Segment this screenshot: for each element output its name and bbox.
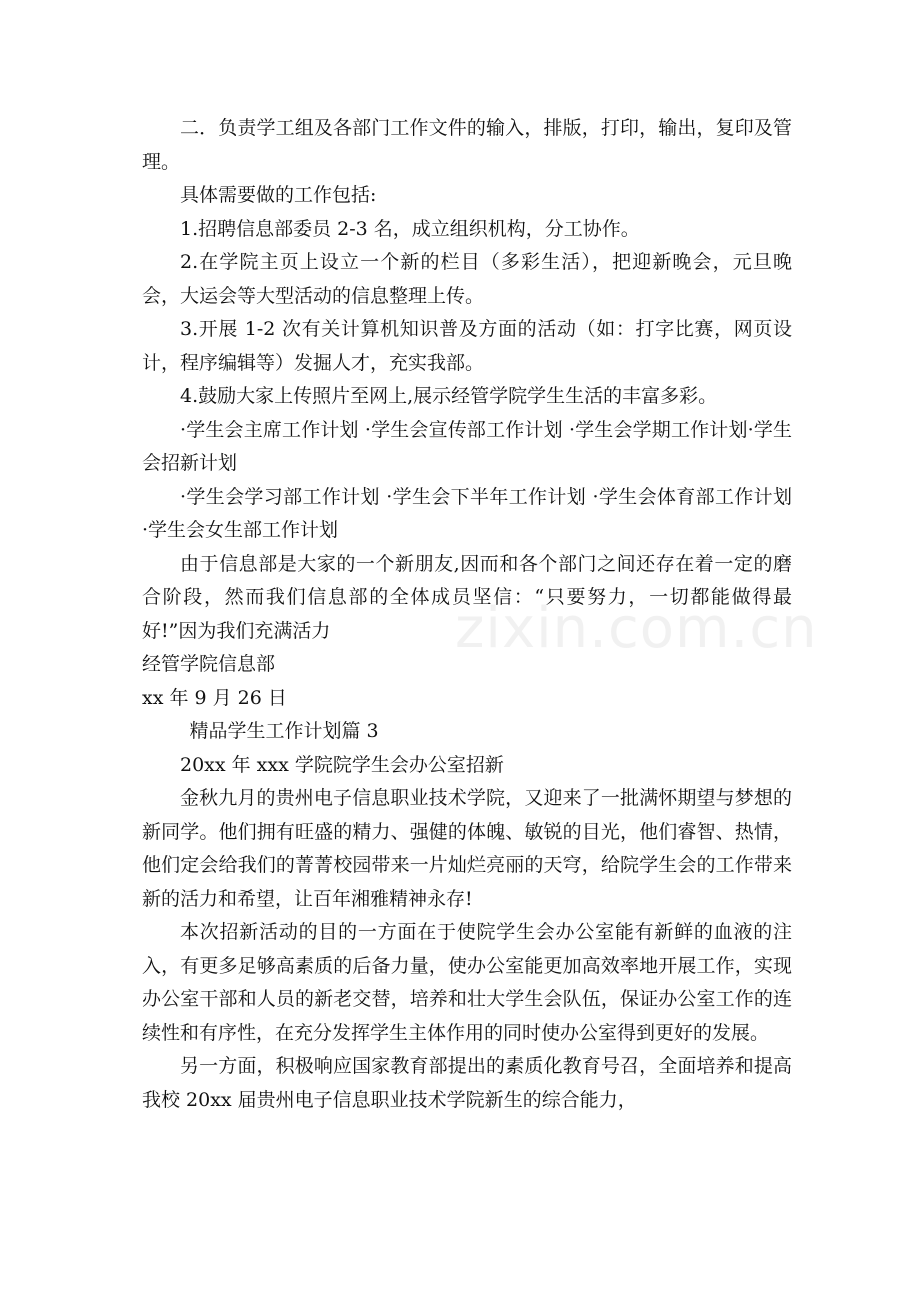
paragraph-other-aspect: 另一方面，积极响应国家教育部提出的素质化教育号召，全面培养和提高我校 20xx 届贵州电子信息职业技术学院新生的综合能力， <box>142 1055 792 1111</box>
paragraph-work-items-intro: 具体需要做的工作包括: <box>180 184 377 206</box>
paragraph-item-4: 4.鼓励大家上传照片至网上,展示经管学院学生生活的丰富多彩。 <box>180 385 718 407</box>
related-links-line-1: ·学生会主席工作计划 ·学生会宣传部工作计划 ·学生会学期工作计划·学生会招新计划 <box>142 418 792 474</box>
paragraph-intro-autumn: 金秋九月的贵州电子信息职业技术学院，又迎来了一批满怀期望与梦想的新同学。他们拥有旺盛的精力、强健的体魄、敏锐的目光，他们睿智、热情，他们定会给我们的菁菁校园带来一片灿烂亮丽的天穹，给院学生会的工作带来新的活力和希望，让百年湘雅精神永存! <box>142 787 792 910</box>
paragraph-item-1: 1.招聘信息部委员 2-3 名，成立组织机构，分工协作。 <box>180 217 640 240</box>
section-title: 精品学生工作计划篇 3 <box>189 720 379 742</box>
paragraph-duty-two: 二．负责学工组及各部门工作文件的输入，排版，打印，输出，复印及管理。 <box>142 117 792 173</box>
paragraph-purpose: 本次招新活动的目的一方面在于使院学生会办公室能有新鲜的血液的注入，有更多足够高素质的后备力量，使办公室能更加高效率地开展工作，实现办公室干部和人员的新老交替，培养和壮大学生会队伍，保证办公室工作的连续性和有序性，在充分发挥学生主体作用的同时使办公室得到更好的发展。 <box>142 921 792 1044</box>
paragraph-closing: 由于信息部是大家的一个新朋友,因而和各个部门之间还存在着一定的磨合阶段，然而我们信息部的全体成员坚信：“只要努力，一切都能做得最好!”因为我们充满活力 <box>142 552 792 642</box>
watermark: zixin.com.cn <box>455 596 818 661</box>
signature-department: 经管学院信息部 <box>142 653 276 675</box>
paragraph-item-3: 3.开展 1-2 次有关计算机知识普及方面的活动（如：打字比赛，网页设计，程序编辑等）发掘人才，充实我部。 <box>142 318 792 374</box>
section-subtitle: 20xx 年 xxx 学院院学生会办公室招新 <box>180 753 504 776</box>
paragraph-item-2: 2.在学院主页上设立一个新的栏目（多彩生活），把迎新晚会，元旦晚会，大运会等大型活动的信息整理上传。 <box>142 251 792 307</box>
signature-date: xx 年 9 月 26 日 <box>142 686 287 709</box>
related-links-line-2: ·学生会学习部工作计划 ·学生会下半年工作计划 ·学生会体育部工作计划 ·学生会女生部工作计划 <box>142 485 792 541</box>
